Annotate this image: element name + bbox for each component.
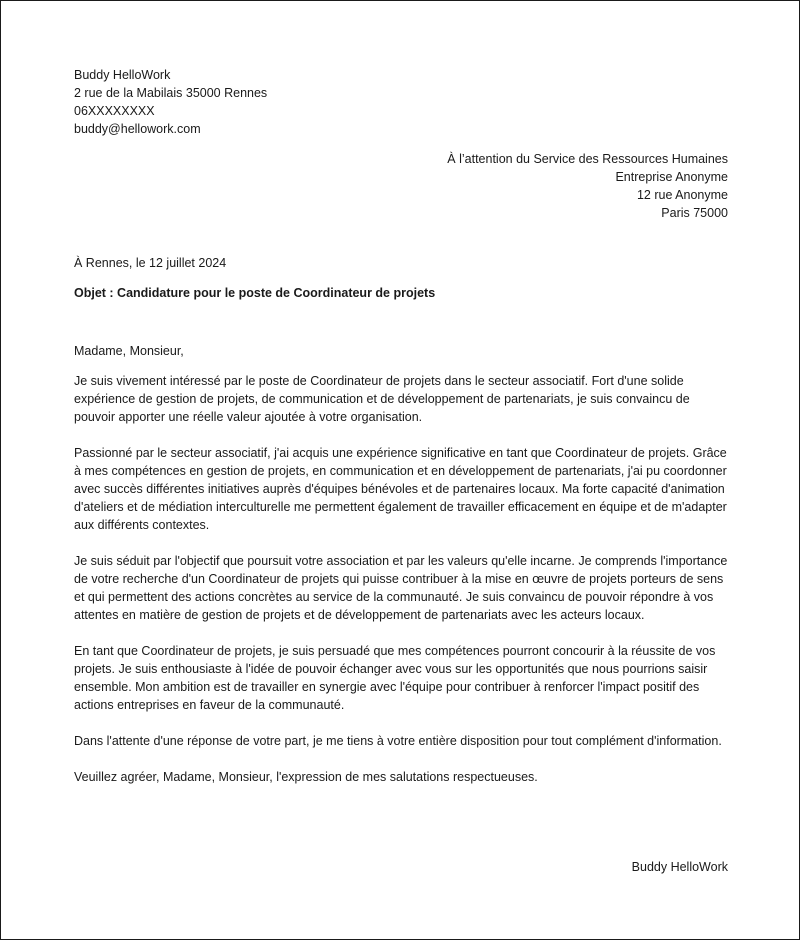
letter-subject: Objet : Candidature pour le poste de Coordinateur de projets bbox=[74, 286, 436, 300]
letter-salutation: Madame, Monsieur, bbox=[74, 344, 184, 358]
letter-signature: Buddy HelloWork bbox=[631, 860, 728, 874]
body-paragraph: Passionné par le secteur associatif, j'ai acquis une expérience significative en tant que Coordinateur de projets. Grâce à mes compétences en gestion de projets, en communication et en développement de partenariats, j'ai pu coordonner avec succès différentes initiatives auprès d'équipes bénévoles et de partenaires locaux. Ma forte capacité d'animation d'ateliers et de médiation interculturelle me permettent également de travailler efficacement en équipe et de m'adapter aux différents contextes. bbox=[74, 446, 727, 532]
body-paragraph: En tant que Coordinateur de projets, je suis persuadé que mes compétences pourront concourir à la réussite de vos projets. Je suis enthousiaste à l'idée de pouvoir échanger avec vous sur les opportunités que nous pourrions saisir ensemble. Mon ambition est de travailler en synergie avec l'équipe pour contribuer à renforcer l'impact positif des actions entreprises en faveur de la communauté. bbox=[74, 644, 716, 712]
letter-body bbox=[74, 372, 728, 804]
body-paragraph: Dans l'attente d'une réponse de votre part, je me tiens à votre entière disposition pour tout complément d'information. bbox=[74, 734, 722, 748]
sender-name: Buddy HelloWork bbox=[74, 68, 171, 82]
closing-paragraph: Veuillez agréer, Madame, Monsieur, l'expression de mes salutations respectueuses. bbox=[74, 770, 538, 784]
sender-email: buddy@hellowork.com bbox=[74, 122, 201, 136]
letter-date: À Rennes, le 12 juillet 2024 bbox=[74, 256, 227, 270]
sender-block bbox=[74, 66, 728, 138]
sender-address: 2 rue de la Mabilais 35000 Rennes bbox=[74, 86, 268, 100]
recipient-street: 12 rue Anonyme bbox=[636, 188, 728, 202]
sender-phone: 06XXXXXXXX bbox=[74, 104, 155, 118]
body-paragraph: Je suis vivement intéressé par le poste de Coordinateur de projets dans le secteur associatif. Fort d'une solide expérience de gestion de projets, de communication et de développement de partenariats, je suis convaincu de pouvoir apporter une réelle valeur ajoutée à votre organisation. bbox=[74, 374, 690, 424]
recipient-block bbox=[74, 150, 728, 222]
recipient-attention: À l’attention du Service des Ressources Humaines bbox=[447, 152, 728, 166]
recipient-city: Paris 75000 bbox=[661, 206, 728, 220]
recipient-company: Entreprise Anonyme bbox=[615, 170, 728, 184]
body-paragraph: Je suis séduit par l'objectif que poursuit votre association et par les valeurs qu'elle incarne. Je comprends l'importance de votre recherche d'un Coordinateur de projets qui puisse contribuer à la mise en œuvre de projets porteurs de sens et qui permettent des actions concrètes au service de la communauté. Je suis convaincu de pouvoir répondre à vos attentes en matière de gestion de projets et de développement de partenariats avec les acteurs locaux. bbox=[74, 554, 728, 622]
